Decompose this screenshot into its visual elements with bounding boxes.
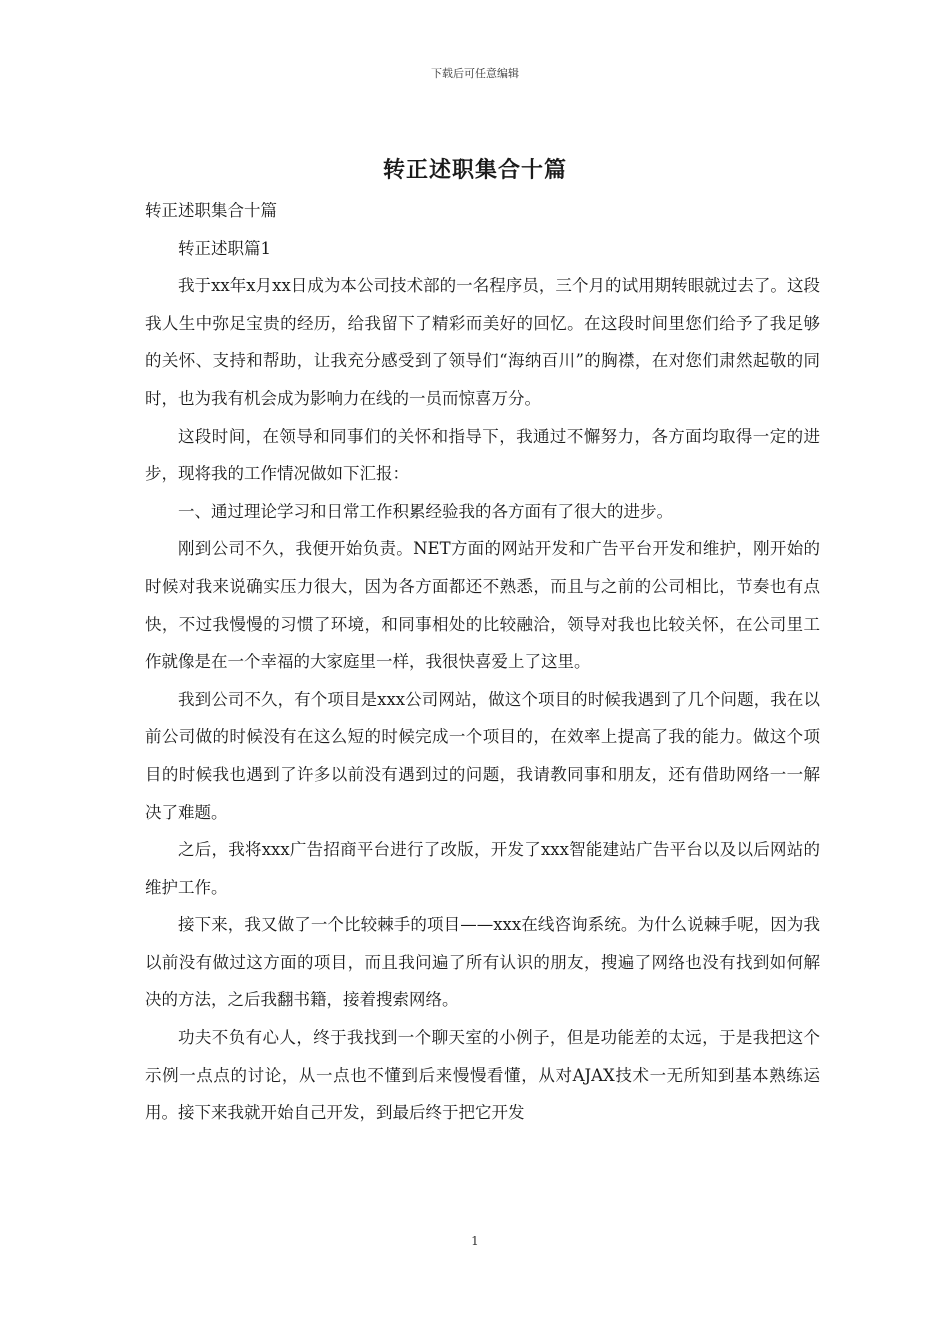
document-title: 转正述职集合十篇: [382, 157, 567, 183]
paragraph: 接下来，我又做了一个比较棘手的项目——xxx在线咨询系统。为什么说棘手呢，因为我以前没有做过这方面的项目，而且我问遍了所有认识的朋友，搜遍了网络也没有找到如何解决的方法，之后我翻书籍，接着搜索网络。: [145, 915, 820, 1010]
paragraph: 一、通过理论学习和日常工作积累经验我的各方面有了很大的进步。: [178, 501, 673, 521]
paragraph: 我到公司不久，有个项目是xxx公司网站，做这个项目的时候我遇到了几个问题，我在以前公司做的时候没有在这么短的时候完成一个项目的，在效率上提高了我的能力。做这个项目的时候我也遇到了许多以前没有遇到过的问题，我请教同事和朋友，还有借助网络一一解决了难题。: [145, 689, 820, 822]
paragraph: 之后，我将xxx广告招商平台进行了改版，开发了xxx智能建站广告平台以及以后网站的维护工作。: [145, 840, 820, 897]
paragraph: 我于xx年x月xx日成为本公司技术部的一名程序员，三个月的试用期转眼就过去了。这段我人生中弥足宝贵的经历，给我留下了精彩而美好的回忆。在这段时间里您们给予了我足够的关怀、支持和帮助，让我充分感受到了领导们“海纳百川”的胸襟，在对您们肃然起敬的同时，也为我有机会成为影响力在线的一员而惊喜万分。: [145, 276, 820, 408]
paragraph: 这段时间，在领导和同事们的关怀和指导下，我通过不懈努力，各方面均取得一定的进步，现将我的工作情况做如下汇报：: [145, 426, 820, 484]
paragraph: 刚到公司不久，我便开始负责。NET方面的网站开发和广告平台开发和维护，刚开始的时候对我来说确实压力很大，因为各方面都还不熟悉，而且与之前的公司相比，节奏也有点快，不过我慢慢的习惯了环境，和同事相处的比较融洽，领导对我也比较关怀，在公司里工作就像是在一个幸福的大家庭里一样，我很快喜爱上了这里。: [145, 539, 820, 672]
paragraph-section-heading: 转正述职篇1: [178, 238, 271, 258]
paragraph-subtitle: 转正述职集合十篇: [145, 201, 277, 220]
page-number: 1: [471, 1234, 479, 1248]
document-body: [145, 192, 820, 1132]
paragraph: 功夫不负有心人，终于我找到一个聊天室的小例子，但是功能差的太远，于是我把这个示例一点点的讨论，从一点也不懂到后来慢慢看懂，从对AJAX技术一无所知到基本熟练运用。接下来我就开始自己开发，到最后终于把它开发: [145, 1028, 820, 1123]
page-header-note: 下载后可任意编辑: [431, 67, 519, 80]
